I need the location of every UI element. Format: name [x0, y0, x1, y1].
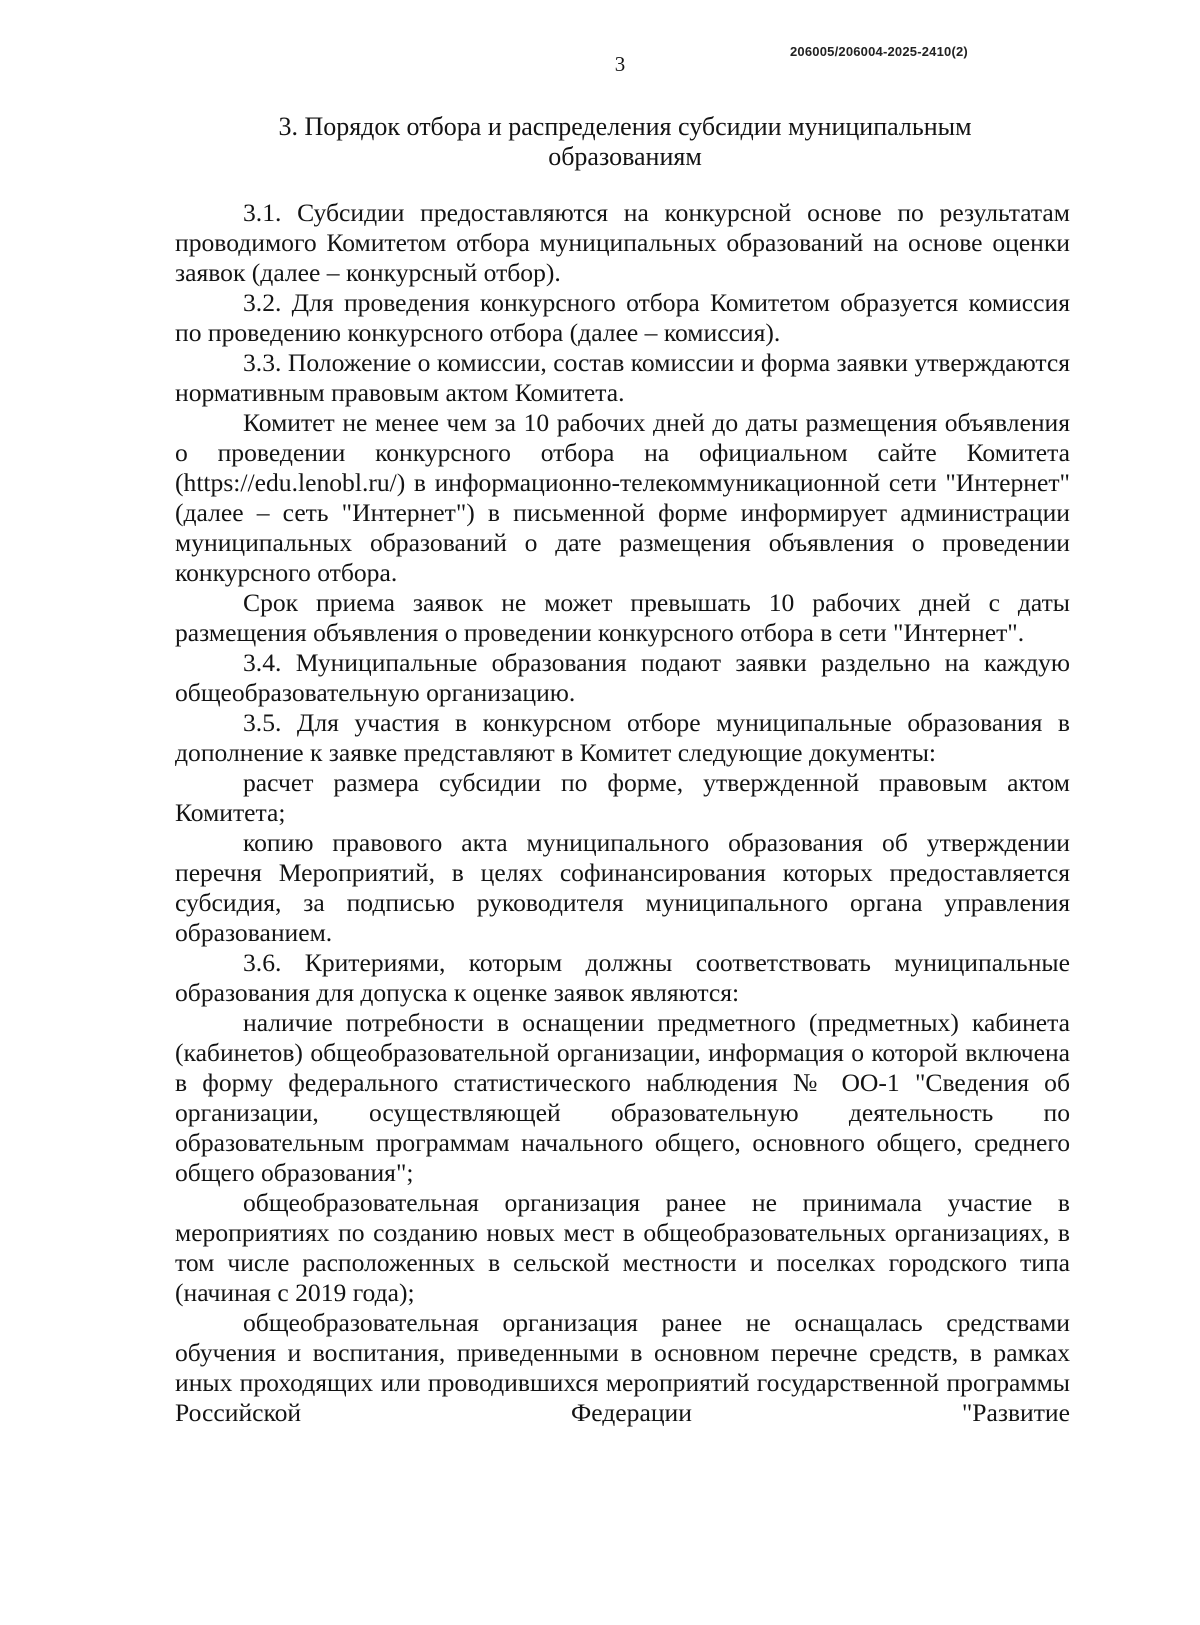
paragraph-subsidy-calculation: расчет размера субсидии по форме, утвержденной правовым актом Комитета;: [175, 768, 1070, 827]
paragraph-criterion-no-prior-participation: общеобразовательная организация ранее не принимала участие в мероприятиях по созданию новых мест в общеобразовательных организациях, в том числе расположенных в сельской местности и поселках городского типа (начиная с 2019 года);: [175, 1188, 1070, 1307]
paragraph-criterion-not-equipped: общеобразовательная организация ранее не оснащалась средствами обучения и воспитания, приведенными в основном перечне средств, в рамках иных проходящих или проводившихся мероприятий государственной программы Российской Федерации "Развитие: [175, 1308, 1070, 1427]
section-heading: [175, 112, 1075, 172]
paragraph-committee-notice: Комитет не менее чем за 10 рабочих дней до даты размещения объявления о проведении конкурсного отбора на официальном сайте Комитета (https://edu.lenobl.ru/) в информационно-телекоммуникационной сети "Интернет" (далее – сеть "Интернет") в письменной форме информирует администрации муниципальных образований о дате размещения объявления о проведении конкурсного отбора.: [175, 408, 1070, 587]
section-heading-line-1: 3. Порядок отбора и распределения субсидии муниципальным: [278, 112, 972, 141]
paragraph-3-5: 3.5. Для участия в конкурсном отборе муниципальные образования в дополнение к заявке представляют в Комитет следующие документы:: [175, 708, 1070, 767]
paragraph-legal-act-copy: копию правового акта муниципального образования об утверждении перечня Мероприятий, в целях софинансирования которых предоставляется субсидия, за подписью руководителя муниципального органа управления образованием.: [175, 828, 1070, 947]
paragraph-criterion-equipment-need: наличие потребности в оснащении предметного (предметных) кабинета (кабинетов) общеобразовательной организации, информация о которой включена в форму федерального статистического наблюдения № ОО-1 "Сведения об организации, осуществляющей образовательную деятельность по образовательным программам начального общего, основного общего, среднего общего образования";: [175, 1008, 1070, 1187]
paragraph-application-term: Срок приема заявок не может превышать 10 рабочих дней с даты размещения объявления о проведении конкурсного отбора в сети "Интернет".: [175, 588, 1070, 647]
paragraph-3-4: 3.4. Муниципальные образования подают заявки раздельно на каждую общеобразовательную организацию.: [175, 648, 1070, 707]
section-heading-line-2: образованиям: [548, 142, 702, 171]
paragraph-3-3: 3.3. Положение о комиссии, состав комиссии и форма заявки утверждаются нормативным правовым актом Комитета.: [175, 348, 1070, 407]
document-registration-number: 206005/206004-2025-2410(2): [790, 44, 968, 59]
document-body: [175, 198, 1070, 1428]
paragraph-3-1: 3.1. Субсидии предоставляются на конкурсной основе по результатам проводимого Комитетом отбора муниципальных образований на основе оценки заявок (далее – конкурсный отбор).: [175, 198, 1070, 287]
paragraph-3-6: 3.6. Критериями, которым должны соответствовать муниципальные образования для допуска к оценке заявок являются:: [175, 948, 1070, 1007]
paragraph-3-2: 3.2. Для проведения конкурсного отбора Комитетом образуется комиссия по проведению конкурсного отбора (далее – комиссия).: [175, 288, 1070, 347]
page-number: 3: [614, 52, 626, 76]
